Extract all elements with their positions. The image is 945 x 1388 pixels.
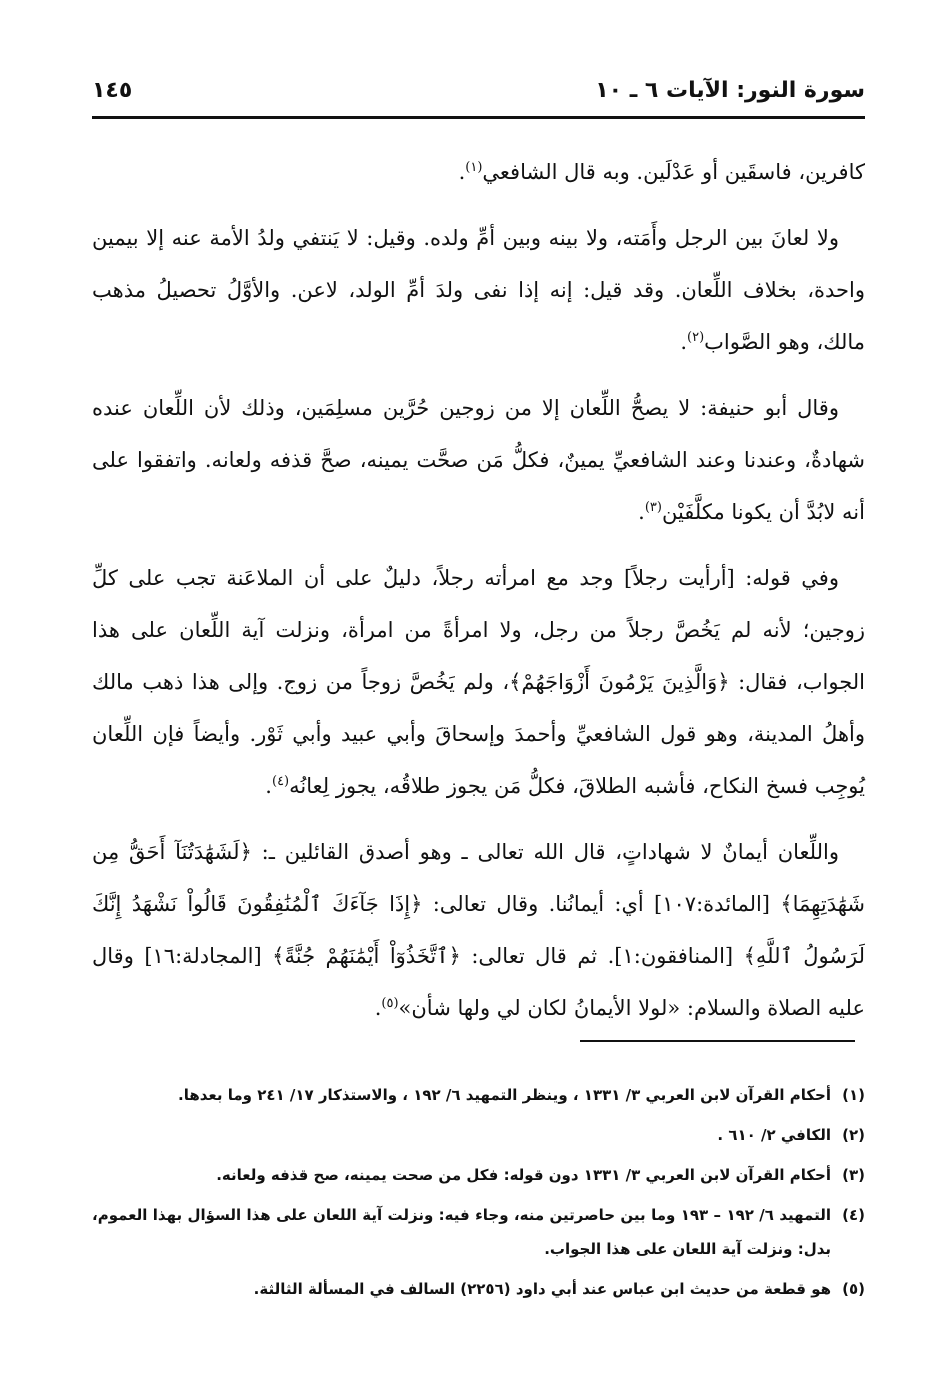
footnote: (١)أحكام القرآن لابن العربي ٣/ ١٣٣١ ، وينظر التمهيد ٦/ ١٩٢ ، والاستذكار ١٧/ ٢٤١ وما بعدها. — [178, 1086, 865, 1104]
footnote-ref: (٤) — [271, 774, 290, 789]
paragraph: كافرين، فاسقَين أو عَدْلَين. وبه قال الشافعي$^{(١)}$. — [458, 160, 865, 184]
paragraph: وفي قوله: [أرأيت رجلاً] وجد مع امرأته رجلاً، دليلٌ على أن الملاعَنة تجب على كلِّ زوجين؛ لأنه لم يَخُصَّ رجلاً من رجل، ولا امرأةً من امرأة، ونزلت آية اللِّعان على هذا الجواب، فقال: ﴿وَالَّذِينَ يَرْمُونَ أَزْوَاجَهُمْ﴾، ولم يَخُصَّ زوجاً من زوج. وإلى هذا ذهب مالك وأهلُ المدينة، وهو قول الشافعيِّ وأحمدَ وإسحاقَ وأبي عبيد وأبي ثَوْر. وأيضاً فإن اللِّعان يُوجِب فسخ النكاح، فأشبه الطلاقَ، فكلُّ مَن يجوز طلاقُه، يجوز لِعانُه$^{(٤)}$. — [92, 566, 865, 798]
footnote-ref: (٣) — [644, 500, 662, 515]
paragraph: وقال أبو حنيفة: لا يصحُّ اللِّعان إلا من زوجين حُرَّين مسلِمَين، وذلك لأن اللِّعان عنده شهادةٌ، وعندنا وعند الشافعيِّ يمينٌ، فكلُّ مَن صحَّت يمينه، صحَّ قذفه ولعانه. واتفقوا على أنه لابُدَّ أن يكونا مكلَّفَيْن$^{(٣)}$. — [92, 396, 865, 524]
footnote-divider — [580, 1040, 855, 1042]
paragraph: ولا لعانَ بين الرجل وأَمَته، ولا بينه وبين أمِّ ولده. وقيل: لا يَنتفي ولدُ الأمة عنه إلا بيمين واحدة، بخلاف اللِّعان. وقد قيل: إنه إذا نفى ولدَ أمِّ الولد، لاعن. والأوَّلُ تحصيلُ مذهب مالك، وهو الصَّواب$^{(٢)}$. — [92, 226, 865, 354]
footnote: (٢)الكافي ٢/ ٦١٠ . — [717, 1126, 865, 1144]
footnote: (٥)هو قطعة من حديث ابن عباس عند أبي داود (٢٢٥٦) السالف في المسألة الثالثة. — [253, 1280, 865, 1298]
page-header — [92, 76, 865, 119]
page-number: ١٤٥ — [92, 78, 133, 103]
paragraph: واللِّعان أيمانٌ لا شهاداتٍ، قال الله تعالى ـ وهو أصدق القائلين ـ: ﴿لَشَهَٰدَتُنَآ أَحَقُّ مِن شَهَٰدَتِهِمَا﴾ [المائدة:١٠٧] أي: أيمانُنا. وقال تعالى: ﴿إِذَا جَآءَكَ ٱلْمُنَٰفِقُونَ قَالُواْ نَشْهَدُ إِنَّكَ لَرَسُولُ ٱللَّهِ﴾ [المنافقون:١]. ثم قال تعالى: ﴿ٱتَّخَذُوٓاْ أَيْمَٰنَهُمْ جُنَّةً﴾ [المجادلة:١٦] وقال عليه الصلاة والسلام: «لولا الأيمانُ لكان لي ولها شأن»$^{(٥)}$. — [92, 840, 865, 1020]
footnotes — [92, 1078, 865, 1312]
footnote-ref: (١) — [465, 160, 483, 175]
footnote-ref: (٢) — [687, 330, 705, 345]
footnote: (٣)أحكام القرآن لابن العربي ٣/ ١٣٣١ دون قوله: فكل من صحت يمينه، صح قذفه ولعانه. — [216, 1166, 865, 1184]
footnote: (٤)التمهيد ٦/ ١٩٢ – ١٩٣ وما بين حاصرتين منه، وجاء فيه: ونزلت آية اللعان على هذا السؤال بهذا العموم، بدل: ونزلت آية اللعان على هذا الجواب. — [92, 1206, 865, 1258]
footnote-ref: (٥) — [381, 996, 399, 1011]
main-text — [92, 146, 865, 1048]
running-title: سورة النور: الآيات ٦ ـ ١٠ — [595, 78, 865, 103]
